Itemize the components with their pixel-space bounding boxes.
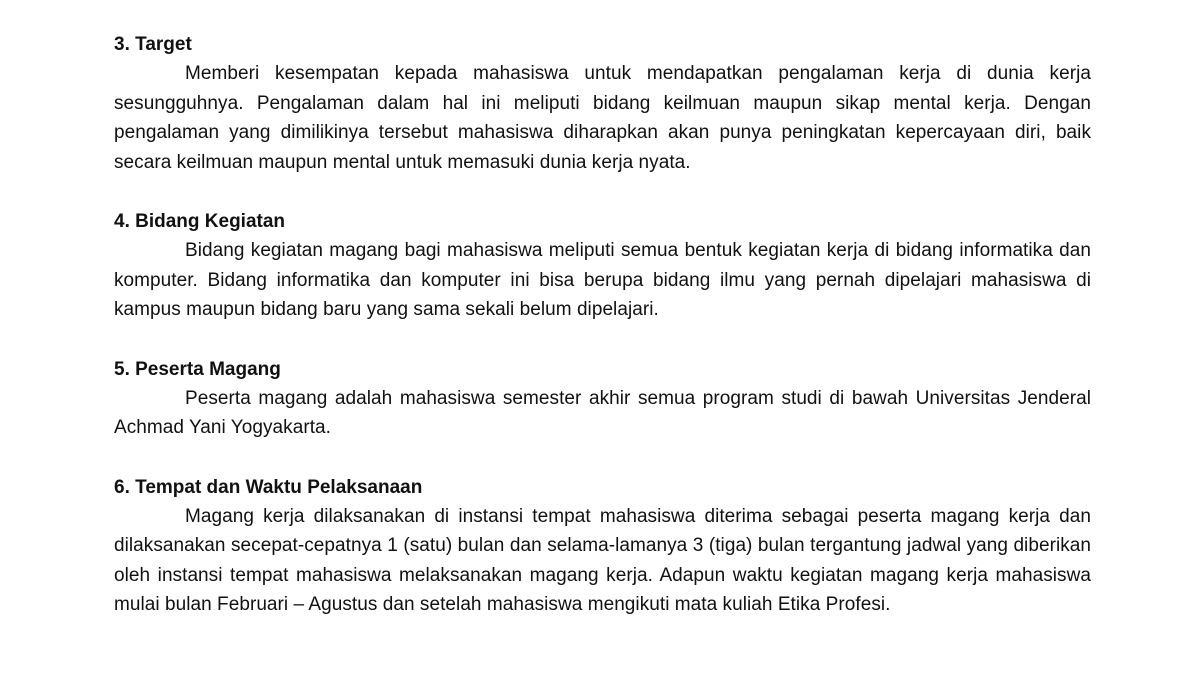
section-heading: 4. Bidang Kegiatan — [114, 211, 286, 232]
section-peserta-magang — [114, 355, 1091, 443]
document-page — [114, 30, 1091, 650]
section-heading: 3. Target — [114, 34, 192, 55]
section-heading: 5. Peserta Magang — [114, 358, 281, 380]
section-paragraph: Magang kerja dilaksanakan di instansi tempat mahasiswa diterima sebagai peserta magang kerja dan dilaksanakan secepat-cepatnya 1 (satu) bulan dan selama-lamanya 3 (tiga) bulan tergantung jadwal yang diberikan oleh instansi tempat mahasiswa melaksanakan magang kerja. Adapun waktu kegiatan magang kerja mahasiswa mulai bulan Februari – Agustus dan setelah mahasiswa mengikuti mata kuliah Etika Profesi. — [114, 505, 1091, 615]
section-paragraph: Memberi kesempatan kepada mahasiswa untuk mendapatkan pengalaman kerja di dunia kerja sesungguhnya. Pengalaman dalam hal ini meliputi bidang keilmuan maupun sikap mental kerja. Dengan pengalaman yang dimilikinya tersebut mahasiswa diharapkan akan punya peningkatan kepercayaan diri, baik secara keilmuan maupun mental untuk memasuki dunia kerja nyata. — [114, 63, 1091, 173]
section-paragraph: Bidang kegiatan magang bagi mahasiswa meliputi semua bentuk kegiatan kerja di bidang informatika dan komputer. Bidang informatika dan komputer ini bisa berupa bidang ilmu yang pernah dipelajari mahasiswa di kampus maupun bidang baru yang sama sekali belum dipelajari. — [114, 240, 1091, 320]
section-heading: 6. Tempat dan Waktu Pelaksanaan — [114, 476, 423, 498]
section-paragraph: Peserta magang adalah mahasiswa semester akhir semua program studi di bawah Universitas Jenderal Achmad Yani Yogyakarta. — [114, 387, 1091, 438]
section-tempat-waktu — [114, 473, 1091, 620]
section-target — [114, 30, 1091, 177]
section-bidang-kegiatan — [114, 207, 1091, 325]
